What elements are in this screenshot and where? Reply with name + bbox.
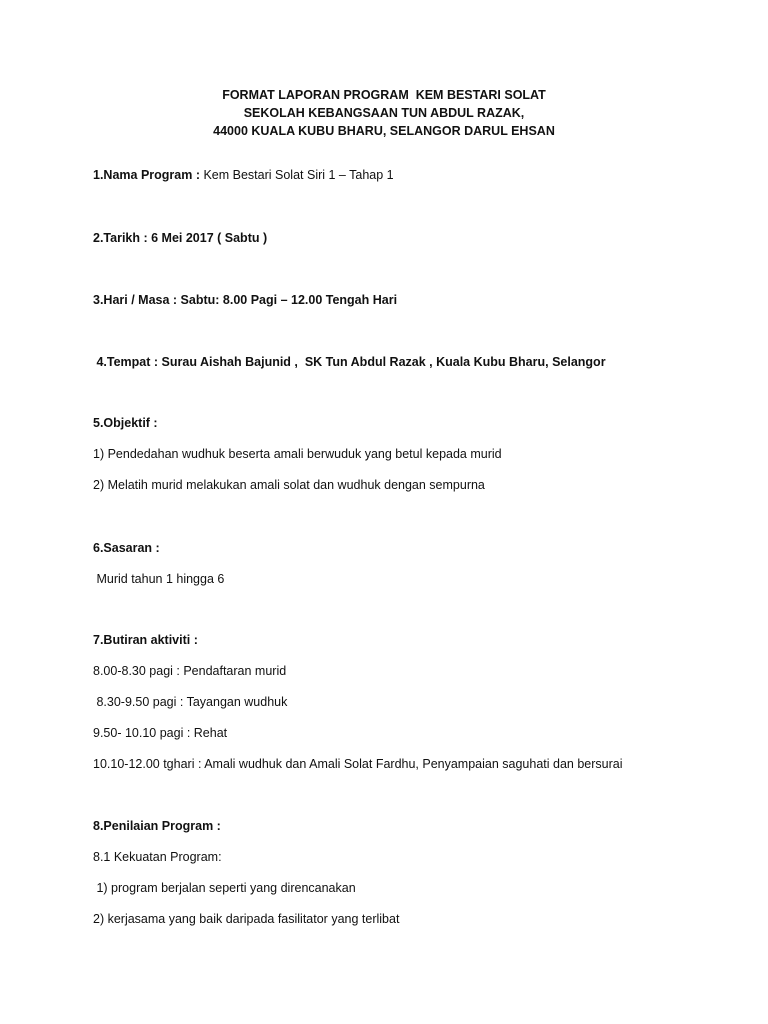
butiran-heading: 7.Butiran aktiviti : [93, 633, 198, 647]
objektif-item: 1) Pendedahan wudhuk beserta amali berwuduk yang betul kepada murid [93, 447, 502, 461]
header-school-name: SEKOLAH KEBANGSAAN TUN ABDUL RAZAK, [243, 106, 525, 120]
objektif-heading: 5.Objektif : [93, 416, 158, 430]
tarikh-label: 2.Tarikh : 6 Mei 2017 ( Sabtu ) [93, 231, 268, 245]
tempat-line [93, 354, 606, 370]
hari-masa-label: 3.Hari / Masa : Sabtu: 8.00 Pagi – 12.00 Tengah Hari [93, 293, 398, 307]
butiran-item: 9.50- 10.10 pagi : Rehat [93, 726, 228, 740]
kekuatan-item: 1) program berjalan seperti yang direncanakan [93, 881, 356, 895]
sasaran-heading: 6.Sasaran : [93, 541, 160, 555]
penilaian-heading: 8.Penilaian Program : [93, 819, 221, 833]
nama-program-line [93, 167, 394, 183]
butiran-item: 8.00-8.30 pagi : Pendaftaran murid [93, 664, 287, 678]
header-title: FORMAT LAPORAN PROGRAM KEM BESTARI SOLAT [222, 88, 546, 102]
nama-program-label: 1.Nama Program : [93, 168, 204, 182]
header-address: 44000 KUALA KUBU BHARU, SELANGOR DARUL EHSAN [213, 124, 555, 138]
butiran-item: 10.10-12.00 tghari : Amali wudhuk dan Amali Solat Fardhu, Penyampaian saguhati dan bersurai [93, 757, 623, 771]
document-header [0, 86, 768, 140]
kekuatan-heading: 8.1 Kekuatan Program: [93, 850, 222, 864]
tempat-label: 4.Tempat : Surau Aishah Bajunid , SK Tun Abdul Razak , Kuala Kubu Bharu, Selangor [93, 355, 606, 369]
hari-masa-line [93, 292, 397, 308]
nama-program-value: Kem Bestari Solat Siri 1 – Tahap 1 [203, 168, 394, 182]
kekuatan-item: 2) kerjasama yang baik daripada fasilitator yang terlibat [93, 912, 400, 926]
objektif-item: 2) Melatih murid melakukan amali solat dan wudhuk dengan sempurna [93, 478, 485, 492]
sasaran-value: Murid tahun 1 hingga 6 [93, 572, 225, 586]
tarikh-line [93, 230, 267, 246]
butiran-item: 8.30-9.50 pagi : Tayangan wudhuk [93, 695, 288, 709]
